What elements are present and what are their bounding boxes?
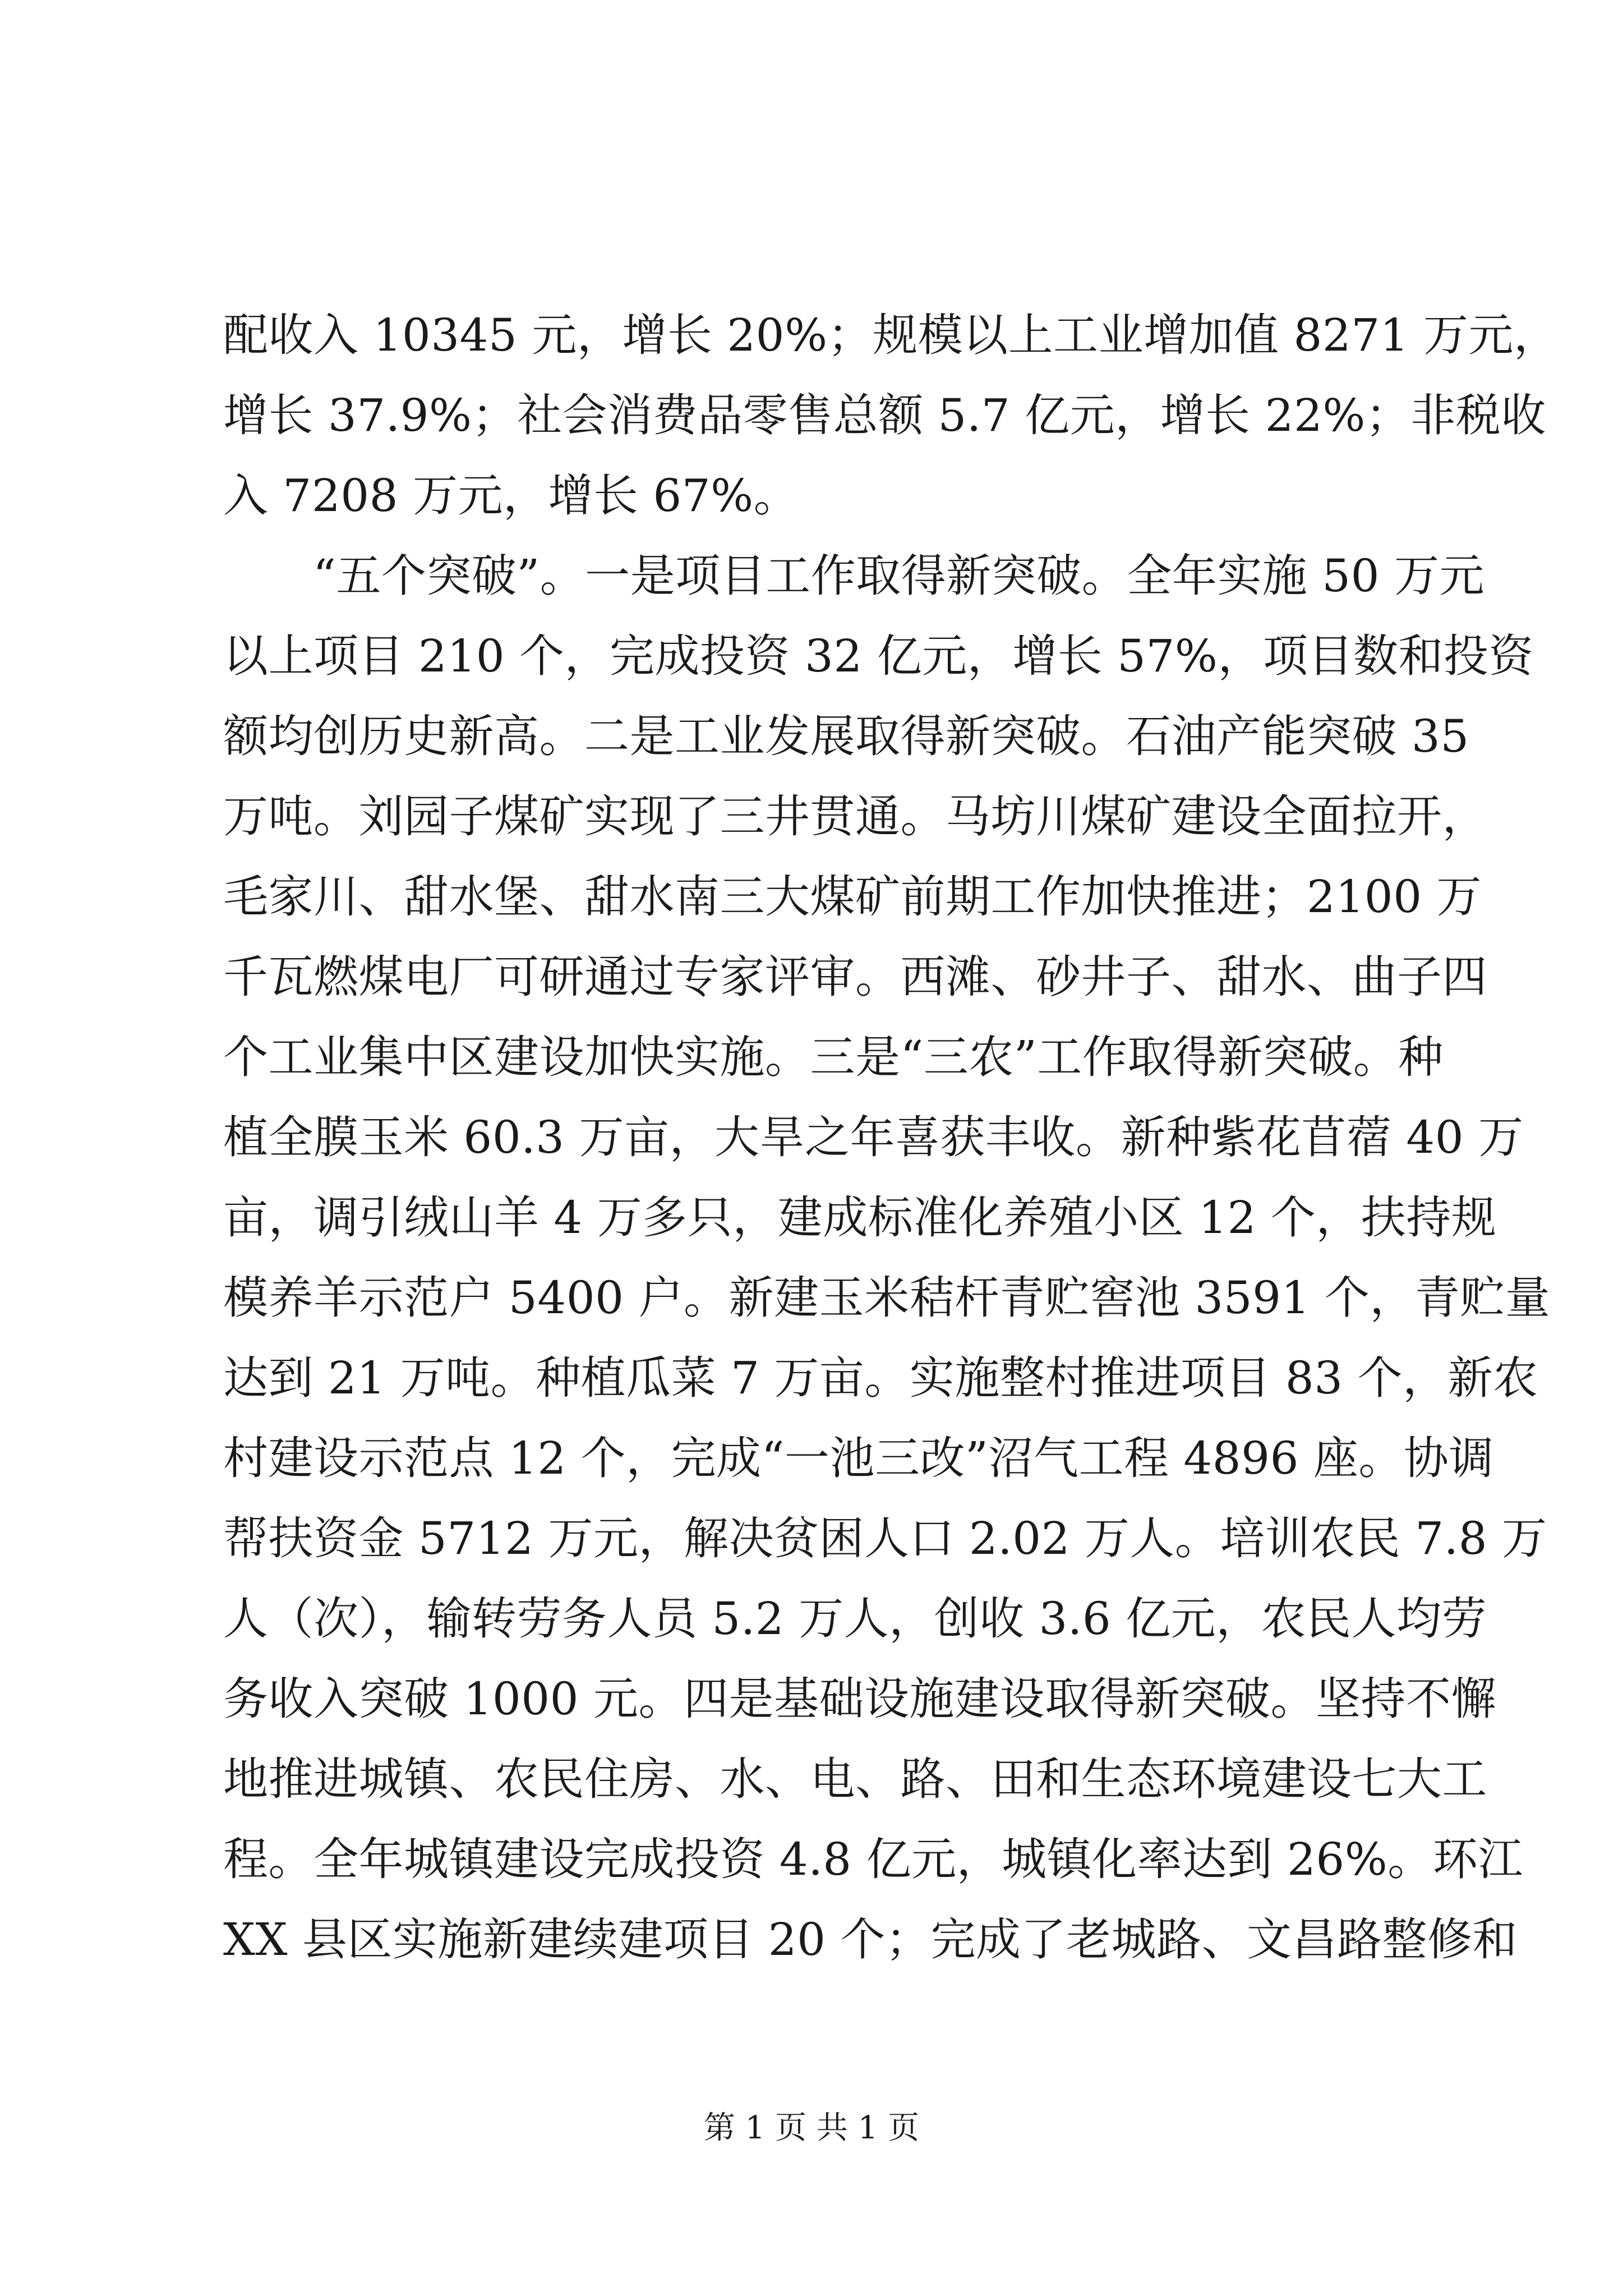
text-line: 万吨。刘园子煤矿实现了三井贯通。马坊川煤矿建设全面拉开， xyxy=(223,790,1487,843)
paragraph-start-line: “五个突破”。一是项目工作取得新突破。全年实施 50 万元 xyxy=(313,550,1484,602)
text-line: XX 县区实施新建续建项目 20 个；完成了老城路、文昌路整修和 xyxy=(223,1913,1518,1966)
text-line: 千瓦燃煤电厂可研通过专家评审。西滩、砂井子、甜水、曲子四 xyxy=(223,951,1487,1003)
text-line: 人（次），输转劳务人员 5.2 万人，创收 3.6 亿元，农民人均劳 xyxy=(223,1593,1487,1645)
text-line: 增长 37.9%；社会消费品零售总额 5.7 亿元，增长 22%；非税收 xyxy=(223,389,1546,441)
text-line: 程。全年城镇建设完成投资 4.8 亿元，城镇化率达到 26%。环江 xyxy=(223,1833,1523,1885)
text-line: 帮扶资金 5712 万元，解决贫困人口 2.02 万人。培训农民 7.8 万 xyxy=(223,1512,1547,1565)
page-footer: 第 1 页 共 1 页 xyxy=(703,2110,920,2146)
text-line: 地推进城镇、农民住房、水、电、路、田和生态环境建设七大工 xyxy=(223,1753,1487,1805)
text-line: 入 7208 万元，增长 67%。 xyxy=(223,470,799,522)
text-line: 毛家川、甜水堡、甜水南三大煤矿前期工作加快推进；2100 万 xyxy=(223,871,1482,923)
text-line: 达到 21 万吨。种植瓜菜 7 万亩。实施整村推进项目 83 个，新农 xyxy=(223,1352,1538,1404)
text-line: 配收入 10345 元，增长 20%；规模以上工业增加值 8271 万元， xyxy=(223,309,1559,361)
text-line: 以上项目 210 个，完成投资 32 亿元，增长 57%，项目数和投资 xyxy=(223,630,1534,682)
text-line: 个工业集中区建设加快实施。三是“三农”工作取得新突破。种 xyxy=(223,1031,1444,1083)
text-line: 亩，调引绒山羊 4 万多只，建成标准化养殖小区 12 个，扶持规 xyxy=(223,1191,1497,1244)
text-line: 村建设示范点 12 个，完成“一池三改”沼气工程 4896 座。协调 xyxy=(223,1432,1494,1484)
text-line: 植全膜玉米 60.3 万亩，大旱之年喜获丰收。新种紫花苜蓿 40 万 xyxy=(223,1111,1524,1163)
text-line: 模养羊示范户 5400 户。新建玉米秸杆青贮窖池 3591 个，青贮量 xyxy=(223,1272,1551,1324)
text-line: 务收入突破 1000 元。四是基础设施建设取得新突破。坚持不懈 xyxy=(223,1673,1496,1725)
text-line: 额均创历史新高。二是工业发展取得新突破。石油产能突破 35 xyxy=(223,710,1469,762)
